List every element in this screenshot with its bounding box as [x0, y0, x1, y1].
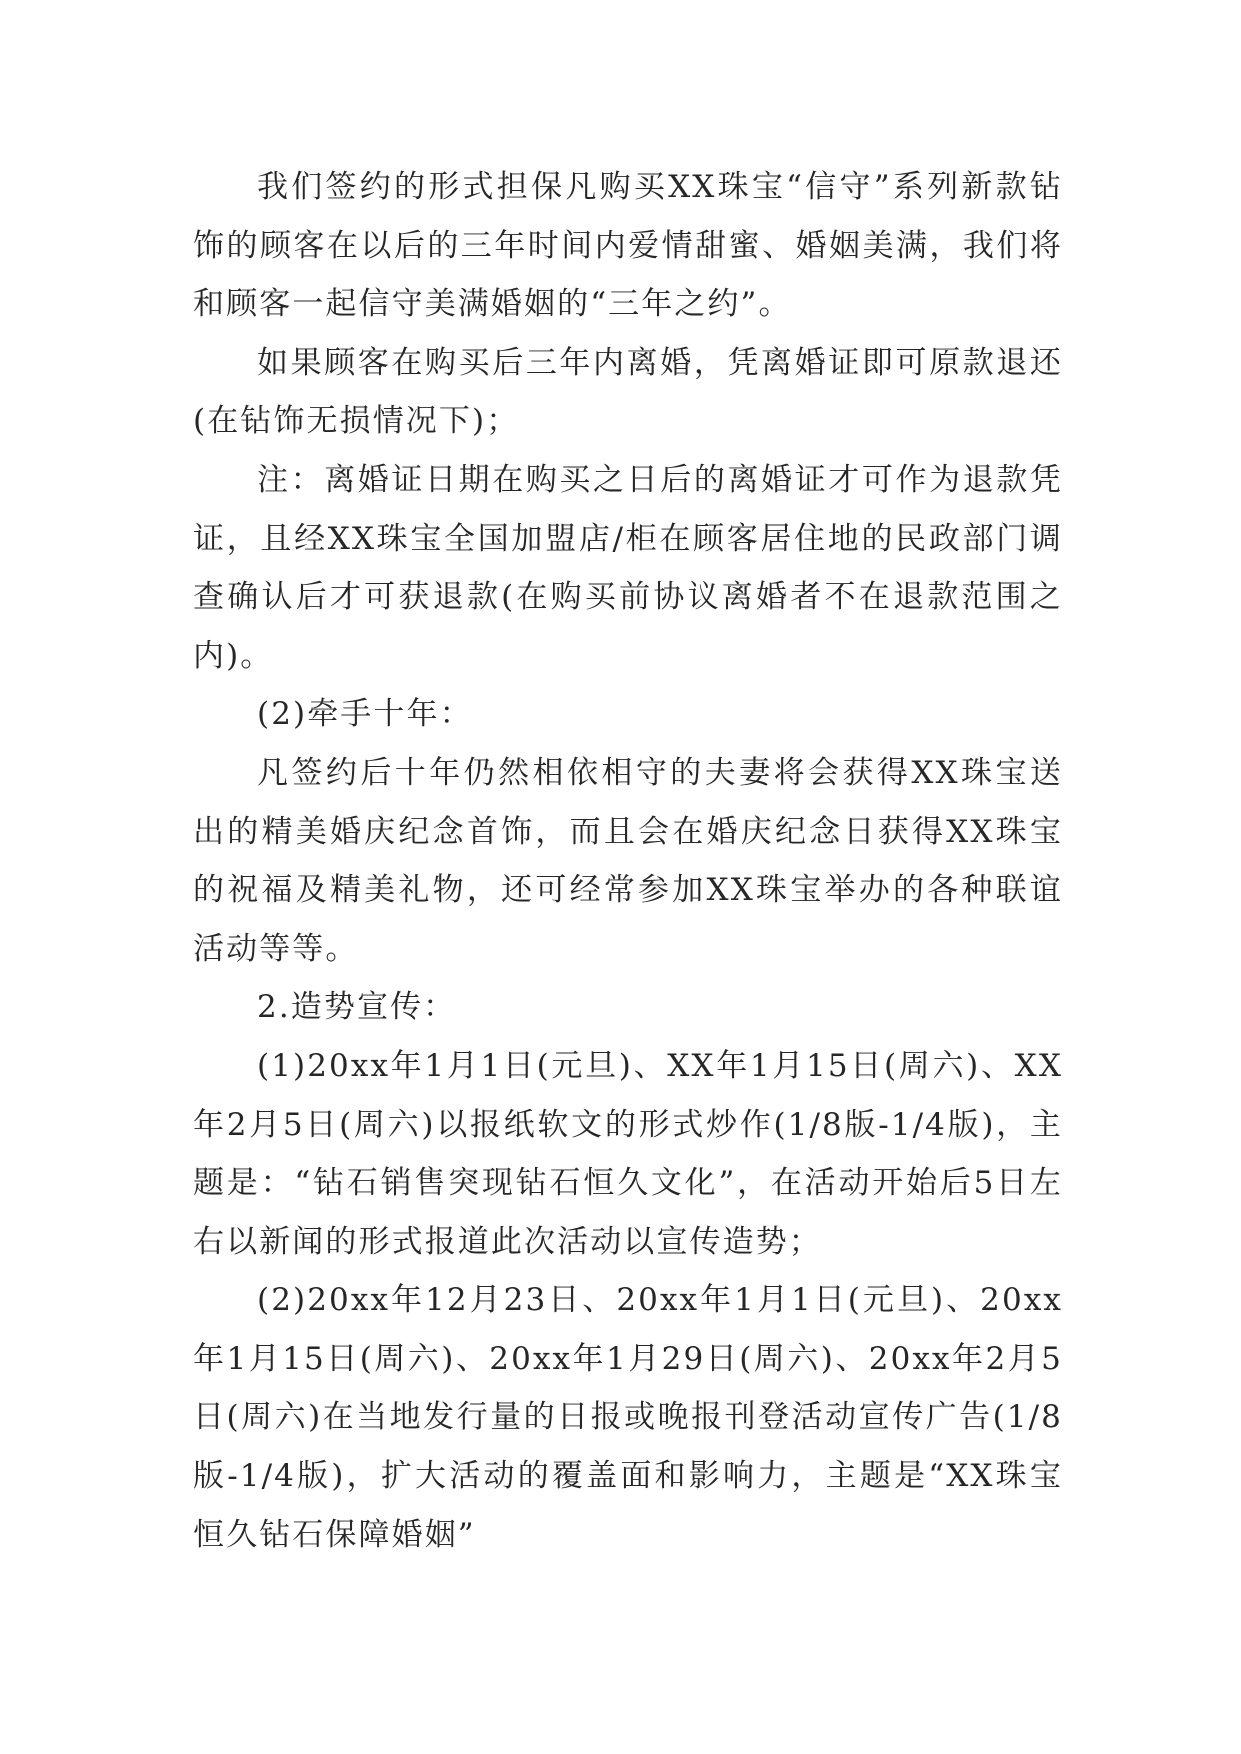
paragraph-promotion-heading: 2.造势宣传： [257, 989, 457, 1026]
paragraph-promotion-item-1: (1)20xx年1月1日(元旦)、XX年1月15日(周六)、XX年2月5日(周六)以报纸软文的形式炒作(1/8版-1/4版)，主题是：“钻石销售突现钻石恒久文化”，在活动开始后5日左右以新闻的形式报道此次活动以宣传造势； [193, 1047, 1063, 1260]
paragraph-ten-years-benefits: 凡签约后十年仍然相依相守的夫妻将会获得XX珠宝送出的精美婚庆纪念首饰，而且会在婚庆纪念日获得XX珠宝的祝福及精美礼物，还可经常参加XX珠宝举办的各种联谊活动等等。 [193, 754, 1063, 967]
paragraph-promotion-item-2: (2)20xx年12月23日、20xx年1月1日(元旦)、20xx年1月15日(周六)、20xx年1月29日(周六)、20xx年2月5日(周六)在当地发行量的日报或晚报刊登活动宣传广告(1/8版-1/4版)，扩大活动的覆盖面和影响力，主题是“XX珠宝恒久钻石保障婚姻” [193, 1282, 1063, 1553]
paragraph-ten-years-heading: (2)牵手十年： [257, 696, 473, 733]
paragraph-three-year-promise: 我们签约的形式担保凡购买XX珠宝“信守”系列新款钻饰的顾客在以后的三年时间内爱情甜蜜、婚姻美满，我们将和顾客一起信守美满婚姻的“三年之约”。 [193, 169, 1063, 323]
paragraph-refund-note: 注：离婚证日期在购买之日后的离婚证才可作为退款凭证，且经XX珠宝全国加盟店/柜在顾客居住地的民政部门调查确认后才可获退款(在购买前协议离婚者不在退款范围之内)。 [193, 461, 1063, 674]
document-body [193, 158, 1063, 1564]
paragraph-refund-condition: 如果顾客在购买后三年内离婚，凭离婚证即可原款退还(在钻饰无损情况下)； [193, 344, 1063, 440]
